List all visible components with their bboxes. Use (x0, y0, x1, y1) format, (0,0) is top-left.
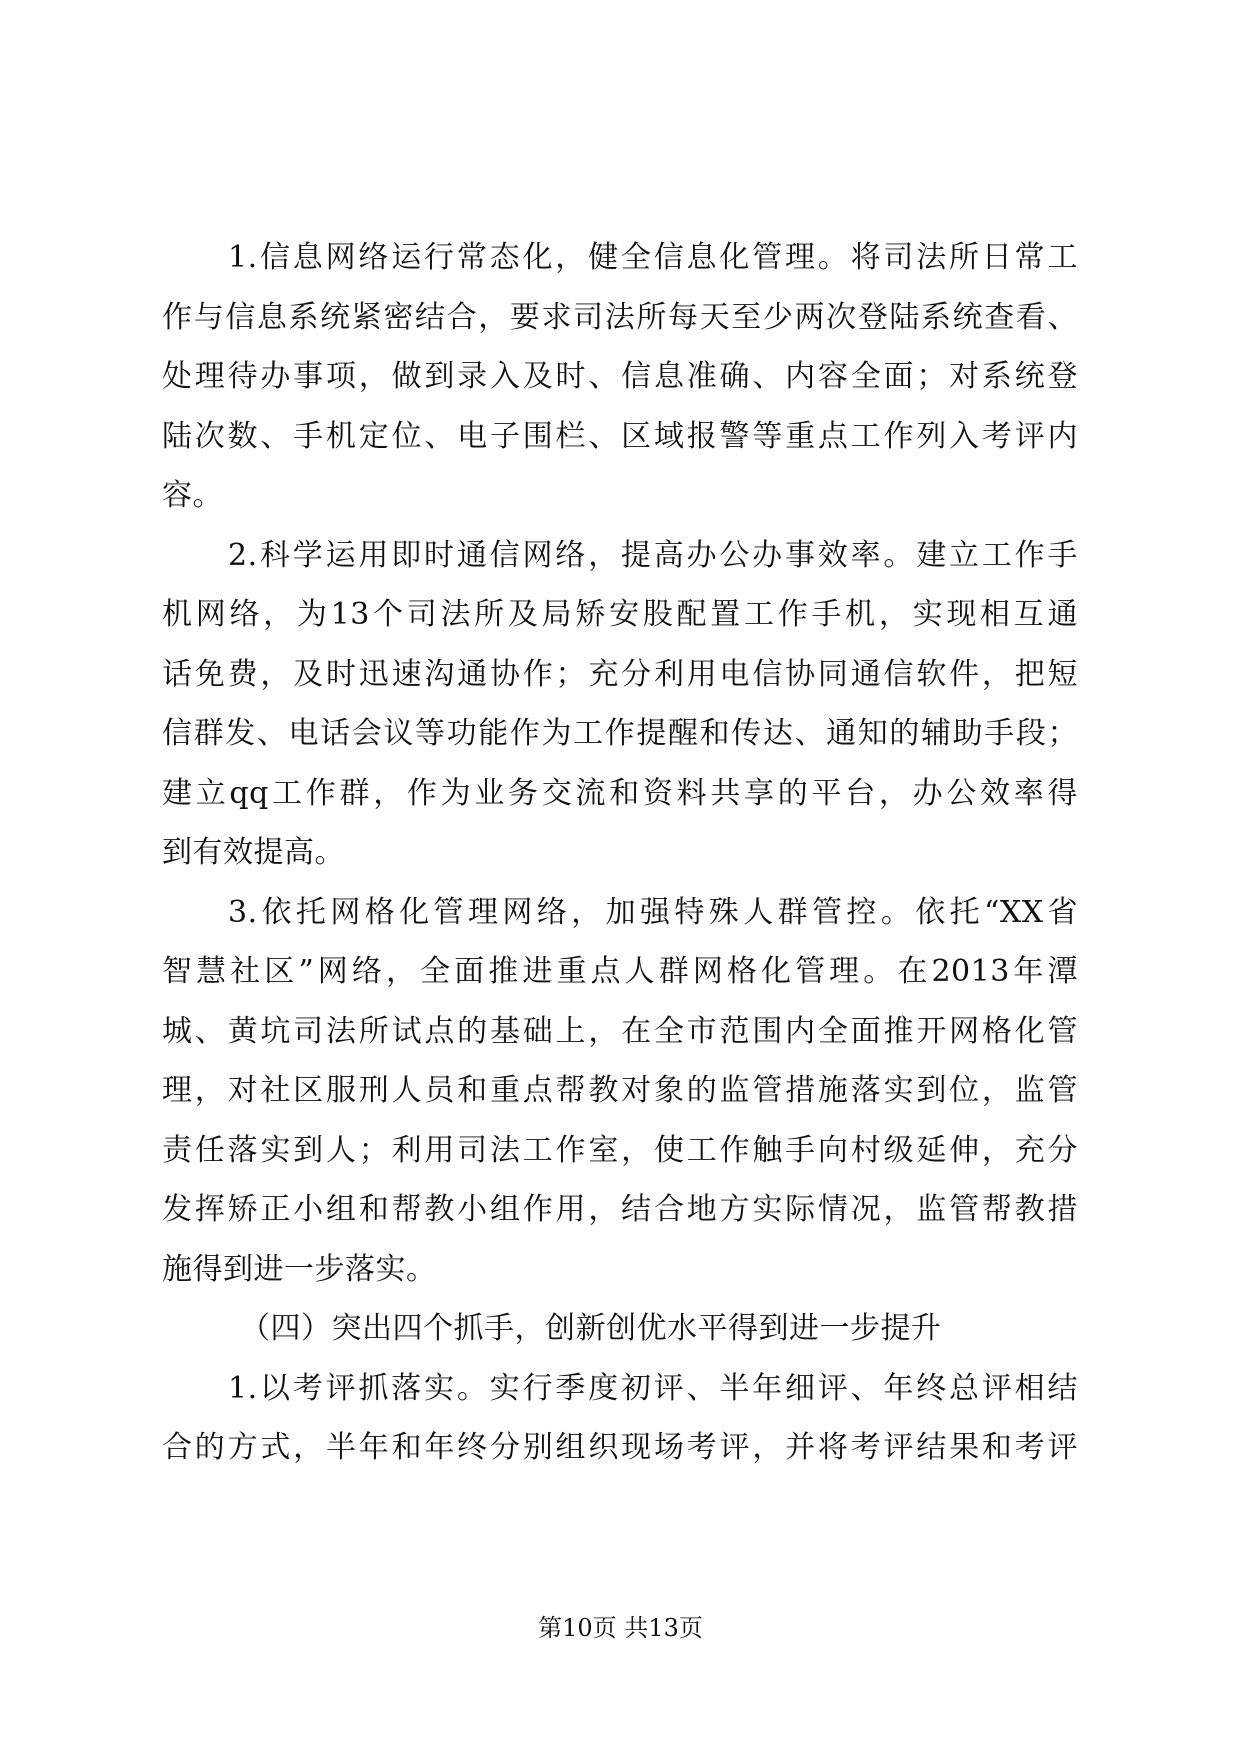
text-line: 建立qq工作群，作为业务交流和资料共享的平台，办公效率得 (162, 775, 1078, 811)
text-line: 合的方式，半年和年终分别组织现场考评，并将考评结果和考评 (162, 1430, 1078, 1465)
text-line: 智慧社区”网络，全面推进重点人群网格化管理。在2013年潭 (162, 954, 1078, 989)
text-line: 信群发、电话会议等功能作为工作提醒和传达、通知的辅助手段； (162, 716, 1078, 751)
text-line: 发挥矫正小组和帮教小组作用，结合地方实际情况，监管帮教措 (162, 1192, 1078, 1227)
text-line: 到有效提高。 (162, 835, 345, 870)
text-line: 2.科学运用即时通信网络，提高办公办事效率。建立工作手 (228, 537, 1078, 573)
text-line: （四）突出四个抓手，创新创优水平得到进一步提升 (240, 1311, 942, 1346)
text-line: 1.信息网络运行常态化，健全信息化管理。将司法所日常工 (228, 240, 1078, 275)
text-line: 城、黄坑司法所试点的基础上，在全市范围内全面推开网格化管 (162, 1013, 1078, 1049)
text-line: 理，对社区服刑人员和重点帮教对象的监管措施落实到位，监管 (162, 1073, 1078, 1108)
text-line: 3.依托网格化管理网络，加强特殊人群管控。依托“XX省 (228, 894, 1078, 930)
text-line: 作与信息系统紧密结合，要求司法所每天至少两次登陆系统查看、 (162, 299, 1078, 335)
text-line: 处理待办事项，做到录入及时、信息准确、内容全面；对系统登 (162, 359, 1078, 394)
page-footer: 第10页 共13页 (538, 1614, 703, 1642)
text-line: 容。 (162, 478, 223, 513)
text-line: 施得到进一步落实。 (162, 1251, 437, 1287)
text-line: 话免费，及时迅速沟通协作；充分利用电信协同通信软件，把短 (162, 656, 1078, 692)
text-line: 责任落实到人；利用司法工作室，使工作触手向村级延伸，充分 (162, 1132, 1078, 1168)
document-body (162, 228, 1078, 1478)
text-line: 1.以考评抓落实。实行季度初评、半年细评、年终总评相结 (228, 1370, 1078, 1406)
text-line: 机网络，为13个司法所及局矫安股配置工作手机，实现相互通 (162, 597, 1078, 632)
text-line: 陆次数、手机定位、电子围栏、区域报警等重点工作列入考评内 (162, 418, 1078, 454)
